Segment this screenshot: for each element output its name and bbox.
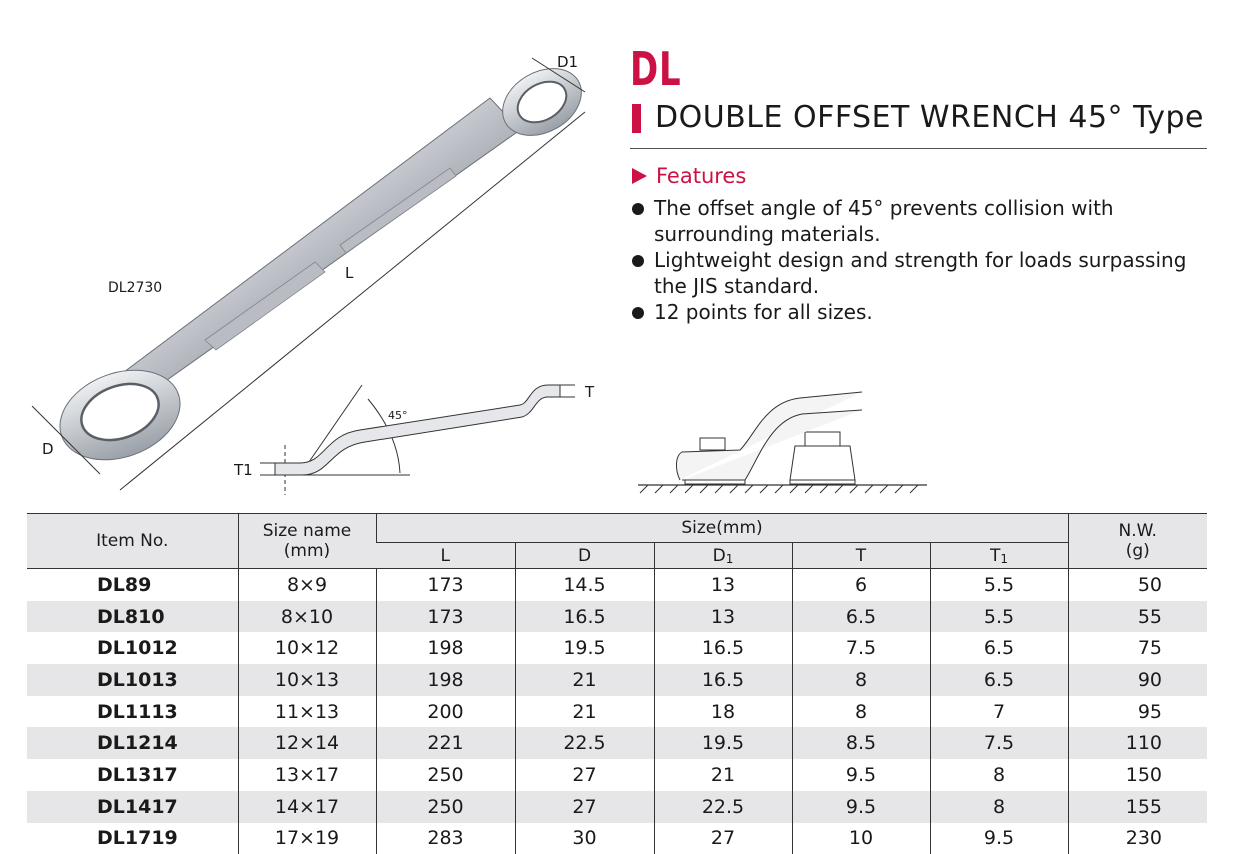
cell-size: 14×17 — [238, 791, 376, 823]
cell-nw: 155 — [1068, 791, 1207, 823]
cell-t: 8 — [792, 696, 930, 728]
cell-t1: 5.5 — [930, 569, 1068, 601]
cell-item: DL1719 — [27, 823, 238, 854]
bullet-icon — [632, 255, 644, 267]
bullet-icon — [632, 307, 644, 319]
cell-l: 250 — [376, 791, 515, 823]
cell-d1: 13 — [654, 601, 792, 633]
dim-d-label: D — [42, 440, 54, 458]
cell-d: 21 — [515, 664, 654, 696]
cell-d1: 13 — [654, 569, 792, 601]
cell-t: 10 — [792, 823, 930, 854]
cell-l: 250 — [376, 759, 515, 791]
header-t1-main: T — [990, 546, 1000, 566]
usage-diagram — [630, 390, 930, 495]
feature-text: 12 points for all sizes. — [632, 299, 1207, 325]
cell-l: 198 — [376, 664, 515, 696]
cell-nw: 150 — [1068, 759, 1207, 791]
header-size-label: Size — [681, 518, 716, 538]
spec-table — [27, 513, 1207, 854]
cell-item: DL1417 — [27, 791, 238, 823]
cell-t1: 6.5 — [930, 664, 1068, 696]
cell-t1: 6.5 — [930, 632, 1068, 664]
cell-d: 14.5 — [515, 569, 654, 601]
cell-t: 9.5 — [792, 791, 930, 823]
cell-size: 10×12 — [238, 632, 376, 664]
dim-d1-label: D1 — [557, 53, 578, 71]
features-heading — [632, 164, 746, 188]
cell-t: 8 — [792, 664, 930, 696]
header-size-name-label: Size name — [263, 521, 352, 541]
cell-d: 19.5 — [515, 632, 654, 664]
cell-t1: 5.5 — [930, 601, 1068, 633]
table-row — [27, 569, 1207, 601]
triangle-bullet-icon — [632, 168, 647, 184]
table-row — [27, 759, 1207, 791]
cell-item: DL1317 — [27, 759, 238, 791]
cell-size: 8×10 — [238, 601, 376, 633]
cell-nw: 75 — [1068, 632, 1207, 664]
cell-item: DL1013 — [27, 664, 238, 696]
page-title: DOUBLE OFFSET WRENCH 45° Type — [655, 100, 1204, 135]
cell-d: 27 — [515, 791, 654, 823]
header-t1 — [930, 543, 1068, 569]
header-d1-sub: 1 — [726, 552, 734, 566]
cell-item: DL1214 — [27, 727, 238, 759]
cell-nw: 110 — [1068, 727, 1207, 759]
bullet-icon — [632, 203, 644, 215]
cell-d: 30 — [515, 823, 654, 854]
header-d1 — [654, 543, 792, 569]
table-row — [27, 664, 1207, 696]
feature-text: The offset angle of 45° prevents collision with surrounding materials. — [632, 195, 1207, 247]
header-l: L — [376, 543, 515, 569]
header-t1-sub: 1 — [1000, 552, 1008, 566]
cell-t1: 7.5 — [930, 727, 1068, 759]
cell-d: 16.5 — [515, 601, 654, 633]
table-row — [27, 727, 1207, 759]
cell-t: 9.5 — [792, 759, 930, 791]
cell-size: 13×17 — [238, 759, 376, 791]
table-row — [27, 791, 1207, 823]
cell-size: 11×13 — [238, 696, 376, 728]
header-nw-unit: (g) — [1126, 541, 1150, 561]
cell-l: 173 — [376, 569, 515, 601]
offset-angle-diagram — [230, 355, 610, 500]
cell-d: 21 — [515, 696, 654, 728]
cell-t1: 7 — [930, 696, 1068, 728]
model-label: DL2730 — [108, 280, 162, 296]
header-size — [376, 514, 1068, 543]
angle-label: 45° — [388, 409, 408, 422]
spec-table-body — [27, 569, 1207, 854]
cell-d: 27 — [515, 759, 654, 791]
cell-d1: 21 — [654, 759, 792, 791]
header-size-name-unit: (mm) — [284, 541, 330, 561]
cell-d1: 22.5 — [654, 791, 792, 823]
cell-t1: 9.5 — [930, 823, 1068, 854]
header-nw-label: N.W. — [1119, 521, 1157, 541]
cell-nw: 50 — [1068, 569, 1207, 601]
cell-nw: 95 — [1068, 696, 1207, 728]
cell-item: DL810 — [27, 601, 238, 633]
header-size-unit: (mm) — [716, 518, 762, 538]
cell-d1: 19.5 — [654, 727, 792, 759]
header-size-name — [238, 514, 376, 569]
cell-item: DL1113 — [27, 696, 238, 728]
title-accent-bar — [632, 104, 641, 133]
cell-t: 6 — [792, 569, 930, 601]
dim-t-label: T — [584, 383, 595, 401]
cell-l: 173 — [376, 601, 515, 633]
title-divider — [630, 148, 1207, 149]
cell-t: 7.5 — [792, 632, 930, 664]
cell-t1: 8 — [930, 759, 1068, 791]
cell-d1: 16.5 — [654, 632, 792, 664]
feature-item — [632, 299, 1207, 325]
cell-nw: 90 — [1068, 664, 1207, 696]
table-row — [27, 696, 1207, 728]
header-t: T — [792, 543, 930, 569]
header-nw — [1068, 514, 1207, 569]
cell-item: DL89 — [27, 569, 238, 601]
feature-item — [632, 195, 1207, 247]
features-heading-label: Features — [656, 164, 746, 188]
header-d1-main: D — [713, 546, 726, 566]
cell-l: 283 — [376, 823, 515, 854]
feature-item — [632, 247, 1207, 299]
cell-d1: 18 — [654, 696, 792, 728]
cell-l: 200 — [376, 696, 515, 728]
cell-d1: 16.5 — [654, 664, 792, 696]
cell-size: 10×13 — [238, 664, 376, 696]
cell-t: 6.5 — [792, 601, 930, 633]
dim-t1-label: T1 — [233, 461, 253, 479]
cell-d1: 27 — [654, 823, 792, 854]
table-row — [27, 632, 1207, 664]
cell-nw: 230 — [1068, 823, 1207, 854]
cell-size: 12×14 — [238, 727, 376, 759]
cell-nw: 55 — [1068, 601, 1207, 633]
cell-l: 221 — [376, 727, 515, 759]
product-code: DL — [630, 42, 681, 96]
cell-l: 198 — [376, 632, 515, 664]
header-d: D — [515, 543, 654, 569]
cell-t: 8.5 — [792, 727, 930, 759]
header-item-no: Item No. — [27, 514, 238, 569]
cell-t1: 8 — [930, 791, 1068, 823]
cell-d: 22.5 — [515, 727, 654, 759]
cell-item: DL1012 — [27, 632, 238, 664]
table-row — [27, 823, 1207, 854]
cell-size: 8×9 — [238, 569, 376, 601]
dim-l-label: L — [345, 264, 354, 282]
cell-size: 17×19 — [238, 823, 376, 854]
table-row — [27, 601, 1207, 633]
feature-text: Lightweight design and strength for loads surpassing the JIS standard. — [632, 247, 1207, 299]
